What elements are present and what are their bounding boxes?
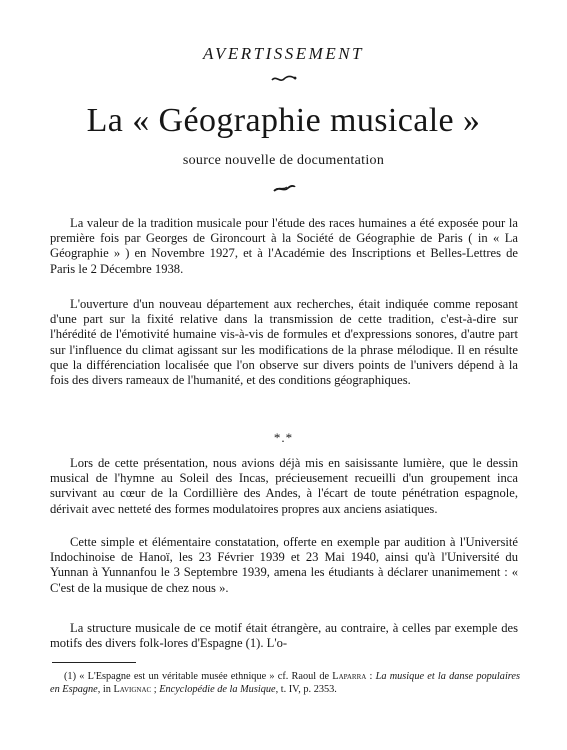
flourish-ornament bbox=[0, 69, 567, 88]
footnote bbox=[50, 670, 520, 696]
body-paragraph: L'ouverture d'un nouveau département aux recherches, était indiquée comme reposant d'une part sur la fixité relative dans la transmission de cette tradition, c'est-à-dire sur l'hérédité de l'émotivité humaine vis-à-vis de formules et d'expressions sonores, d'autre part sur l'influence du climat agissant sur les modifications de la phrase mélodique. Il en résulte que la différenciation localisée que l'on observe sur divers points de l'univers dépend à la fois des divers rameaux de l'humanité, et des conditions géographiques. bbox=[50, 297, 518, 388]
footnote-separator: ; bbox=[151, 684, 160, 695]
page-title: La « Géographie musicale » bbox=[86, 102, 481, 139]
body-paragraph: Cette simple et élémentaire constatation, offerte en exemple par audition à l'Université Indochinoise de Hanoï, les 23 Février 1939 et 23 Mai 1940, ainsi qu'à l'Université du Yunnan à Yunnanfou le 3 Septembre 1939, amena les étudiants à déclarer unanimement : « C'est de la musique de chez nous ». bbox=[50, 535, 518, 595]
body-paragraph: La structure musicale de ce motif était étrangère, au contraire, à celles par exemple des motifs des divers folk-lores d'Espagne (1). L'o- bbox=[50, 621, 518, 651]
flourish-ornament bbox=[0, 179, 567, 198]
footnote-work-title: La musique et la danse populaires en Espagne bbox=[50, 671, 521, 695]
footnote-publisher: Lavignac bbox=[113, 684, 152, 695]
footnote-separator: : bbox=[366, 671, 376, 682]
footnote-divider bbox=[52, 662, 136, 663]
footnote-lead: (1) « L'Espagne est un véritable musée ethnique » cf. Raoul de bbox=[64, 671, 333, 682]
page-subtitle: source nouvelle de documentation bbox=[182, 153, 385, 168]
section-kicker: AVERTISSEMENT bbox=[202, 44, 365, 63]
section-separator: *.* bbox=[273, 430, 294, 445]
footnote-tail: , t. IV, p. 2353. bbox=[275, 684, 337, 695]
body-paragraph: Lors de cette présentation, nous avions déjà mis en saisissante lumière, que le dessin musical de l'hymne au Soleil des Incas, précieusement recueilli d'un groupement inca survivant au cœur de la Cordillière des Andes, à l'écart de toute pénétration espagnole, dérivait avec netteté des formes modulatoires propres aux anciens asiatiques. bbox=[50, 456, 518, 516]
footnote-in: , in bbox=[97, 684, 114, 695]
body-paragraph: La valeur de la tradition musicale pour l'étude des races humaines a été exposée pour la première fois par Georges de Gironcourt à la Société de Géographie de Paris ( in « La Géographie » ) en Novembre 1927, et à l'Académie des Inscriptions et Belles-Lettres de Paris le 2 Décembre 1938. bbox=[50, 216, 518, 276]
footnote-author: Laparra bbox=[332, 671, 367, 682]
footnote-encyclopedia: Encyclopédie de la Musique bbox=[159, 684, 276, 695]
